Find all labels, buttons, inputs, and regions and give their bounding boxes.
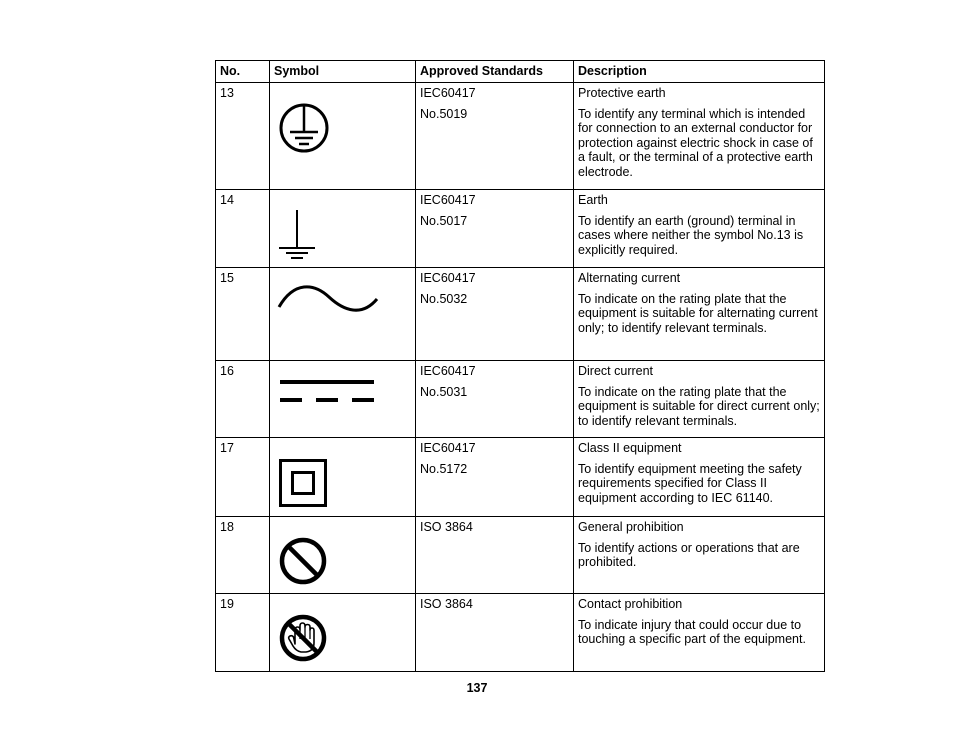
row-number: 15: [216, 268, 270, 361]
description-title: Alternating current: [578, 271, 681, 285]
description-text: To identify actions or operations that are prohibited.: [578, 540, 800, 569]
description-cell: [574, 190, 825, 268]
symbol-cell: [270, 268, 416, 361]
description-title: Class II equipment: [578, 441, 682, 455]
standard-number: No.5017: [420, 213, 468, 228]
standards-cell: [416, 83, 574, 190]
standard-name: ISO 3864: [420, 520, 473, 534]
description-title: General prohibition: [578, 520, 684, 534]
standard-number: No.5172: [420, 461, 468, 476]
description-text: To identify any terminal which is intended for connection to an external conductor for protection against electric shock in case of a fault, or the terminal of a protective earth electrode.: [578, 106, 813, 179]
row-number: 14: [216, 190, 270, 268]
symbol-cell: [270, 594, 416, 672]
table-row: [216, 268, 825, 361]
description-title: Direct current: [578, 364, 654, 378]
standard-number: No.5031: [420, 384, 468, 399]
protective-earth-icon: [274, 86, 420, 187]
alternating-current-icon: [274, 271, 420, 358]
row-number: 16: [216, 361, 270, 438]
row-number: 19: [216, 594, 270, 672]
direct-current-icon: [274, 364, 420, 435]
header-no: No.: [216, 61, 270, 83]
table-header-row: [216, 61, 825, 83]
earth-ground-icon: [274, 193, 420, 265]
standards-cell: [416, 438, 574, 517]
standards-cell: [416, 190, 574, 268]
standard-name: IEC60417: [420, 364, 476, 378]
symbol-cell: [270, 517, 416, 594]
header-standards: Approved Standards: [416, 61, 574, 83]
description-text: To identify equipment meeting the safety requirements specified for Class II equipment according to IEC 61140.: [578, 461, 802, 505]
row-number: 17: [216, 438, 270, 517]
description-text: To indicate on the rating plate that the equipment is suitable for alternating current only; to identify relevant terminals.: [578, 291, 818, 335]
description-cell: [574, 83, 825, 190]
symbol-cell: [270, 83, 416, 190]
description-cell: [574, 594, 825, 672]
description-title: Protective earth: [578, 86, 666, 100]
description-cell: [574, 517, 825, 594]
standards-cell: [416, 594, 574, 672]
standards-cell: [416, 517, 574, 594]
symbol-cell: [270, 361, 416, 438]
description-text: To indicate injury that could occur due to touching a specific part of the equipment.: [578, 617, 806, 646]
table-row: [216, 190, 825, 268]
table-row: [216, 438, 825, 517]
row-number: 18: [216, 517, 270, 594]
table-row: [216, 361, 825, 438]
description-cell: [574, 268, 825, 361]
standards-cell: [416, 361, 574, 438]
standard-number: No.5032: [420, 291, 468, 306]
description-text: To identify an earth (ground) terminal in cases where neither the symbol No.13 is explicitly required.: [578, 213, 804, 257]
general-prohibition-icon: [274, 520, 420, 591]
standard-name: IEC60417: [420, 193, 476, 207]
symbols-table: [215, 60, 825, 672]
table-row: [216, 594, 825, 672]
table-row: [216, 517, 825, 594]
description-title: Earth: [578, 193, 608, 207]
table-row: [216, 83, 825, 190]
standard-number: No.5019: [420, 106, 468, 121]
standard-name: IEC60417: [420, 441, 476, 455]
row-number: 13: [216, 83, 270, 190]
class-ii-equipment-icon: [274, 441, 420, 514]
contact-prohibition-icon: [274, 597, 420, 669]
standards-cell: [416, 268, 574, 361]
symbol-cell: [270, 438, 416, 517]
page-number: 137: [466, 681, 488, 695]
header-description: Description: [574, 61, 825, 83]
description-title: Contact prohibition: [578, 597, 683, 611]
description-cell: [574, 438, 825, 517]
standard-name: IEC60417: [420, 86, 476, 100]
description-text: To indicate on the rating plate that the equipment is suitable for direct current only; to identify relevant terminals.: [578, 384, 820, 428]
symbol-cell: [270, 190, 416, 268]
standard-name: IEC60417: [420, 271, 476, 285]
standard-name: ISO 3864: [420, 597, 473, 611]
header-symbol: Symbol: [270, 61, 416, 83]
description-cell: [574, 361, 825, 438]
